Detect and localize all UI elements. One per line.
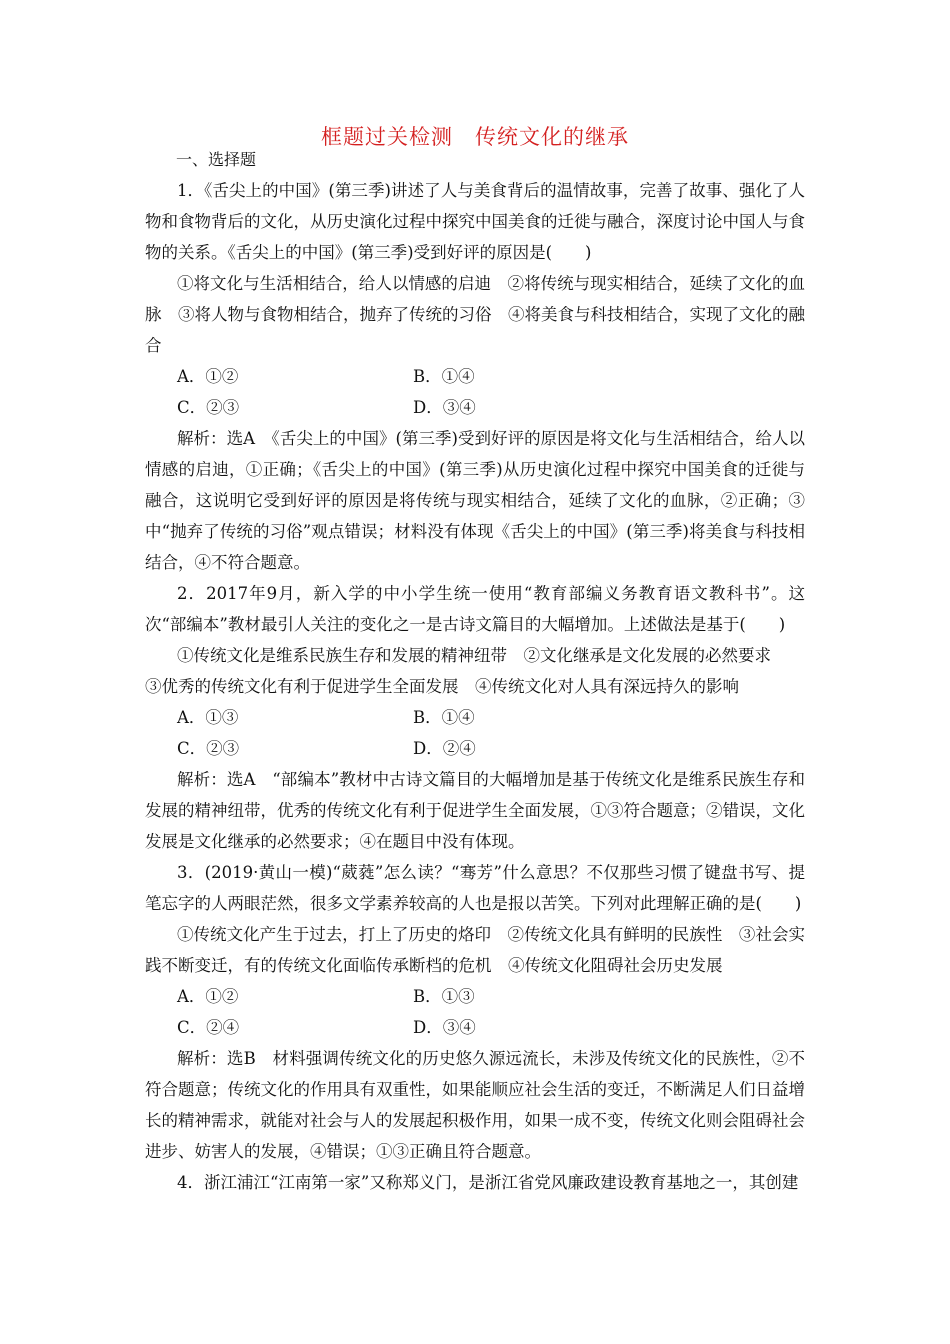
question-2-choices: ①传统文化是维系民族生存和发展的精神纽带 ②文化继承是文化发展的必然要求 bbox=[177, 646, 771, 665]
question-3-analysis: 解析：选B 材料强调传统文化的历史悠久源远流长，未涉及传统文化的民族性，②不符合题意；传统文化的作用具有双重性，如果能顺应社会生活的变迁，不断满足人们日益增长的精神需求，就能对社会与人的发展起积极作用，如果一成不变，传统文化则会阻碍社会进步、妨害人的发展，④错误；①③正确且符合题意。 bbox=[145, 1049, 805, 1161]
option-d: D．③④ bbox=[413, 398, 476, 417]
page-title: 框题过关检测 传统文化的继承 bbox=[321, 125, 629, 149]
question-4-stem: 4．浙江浦江“江南第一家”又称郑义门，是浙江省党风廉政建设教育基地之一，其创建 bbox=[177, 1173, 799, 1192]
question-3-options-row-2 bbox=[145, 1012, 805, 1043]
option-b: B．①③ bbox=[413, 987, 475, 1006]
option-c: C．②③ bbox=[177, 398, 240, 417]
question-3-options-row-1 bbox=[145, 981, 805, 1012]
question-1-stem: 1．《舌尖上的中国》(第三季)讲述了人与美食背后的温情故事，完善了故事、强化了人物和食物背后的文化，从历史演化过程中探究中国美食的迁徙与融合，深度讨论中国人与食物的关系。《舌尖上的中国》(第三季)受到好评的原因是( ) bbox=[145, 181, 805, 262]
question-2-analysis: 解析：选A “部编本”教材中古诗文篇目的大幅增加是基于传统文化是维系民族生存和发展的精神纽带，优秀的传统文化有利于促进学生全面发展，①③符合题意；②错误，文化发展是文化继承的必然要求；④在题目中没有体现。 bbox=[145, 770, 805, 851]
question-list bbox=[145, 175, 805, 1198]
question-1-choices: ①将文化与生活相结合，给人以情感的启迪 ②将传统与现实相结合，延续了文化的血脉 ③将人物与食物相结合，抛弃了传统的习俗 ④将美食与科技相结合，实现了文化的融合 bbox=[145, 274, 805, 355]
question-2-options-row-1 bbox=[145, 702, 805, 733]
section-heading: 一、选择题 bbox=[176, 150, 257, 169]
option-c: C．②③ bbox=[177, 739, 240, 758]
option-d: D．③④ bbox=[413, 1018, 476, 1037]
question-2-stem: 2．2017年9月，新入学的中小学生统一使用“教育部编义务教育语文教科书”。这次“部编本”教材最引人关注的变化之一是古诗文篇目的大幅增加。上述做法是基于( ) bbox=[145, 584, 805, 634]
question-1-options-row-1 bbox=[145, 361, 805, 392]
option-a: A．①③ bbox=[177, 708, 239, 727]
question-1-options-row-2 bbox=[145, 392, 805, 423]
question-3-choices: ①传统文化产生于过去，打上了历史的烙印 ②传统文化具有鲜明的民族性 ③社会实践不断变迁，有的传统文化面临传承断档的危机 ④传统文化阻碍社会历史发展 bbox=[145, 925, 805, 975]
option-c: C．②④ bbox=[177, 1018, 240, 1037]
question-3-stem: 3．(2019·黄山一模)“葳蕤”怎么读？“骞芳”什么意思？不仅那些习惯了键盘书写、提笔忘字的人两眼茫然，很多文学素养较高的人也是报以苦笑。下列对此理解正确的是( ) bbox=[145, 863, 805, 913]
option-d: D．②④ bbox=[413, 739, 476, 758]
question-2-choices-line-2: ③优秀的传统文化有利于促进学生全面发展 ④传统文化对人具有深远持久的影响 bbox=[145, 677, 739, 696]
question-1-analysis: 解析：选A 《舌尖上的中国》(第三季)受到好评的原因是将文化与生活相结合，给人以情感的启迪，①正确；《舌尖上的中国》(第三季)从历史演化过程中探究中国美食的迁徙与融合，这说明它受到好评的原因是将传统与现实相结合，延续了文化的血脉，②正确；③中“抛弃了传统的习俗”观点错误；材料没有体现《舌尖上的中国》(第三季)将美食与科技相结合，④不符合题意。 bbox=[145, 429, 805, 572]
option-a: A．①② bbox=[177, 367, 239, 386]
option-a: A．①② bbox=[177, 987, 239, 1006]
question-2-options-row-2 bbox=[145, 733, 805, 764]
option-b: B．①④ bbox=[413, 367, 475, 386]
option-b: B．①④ bbox=[413, 708, 475, 727]
